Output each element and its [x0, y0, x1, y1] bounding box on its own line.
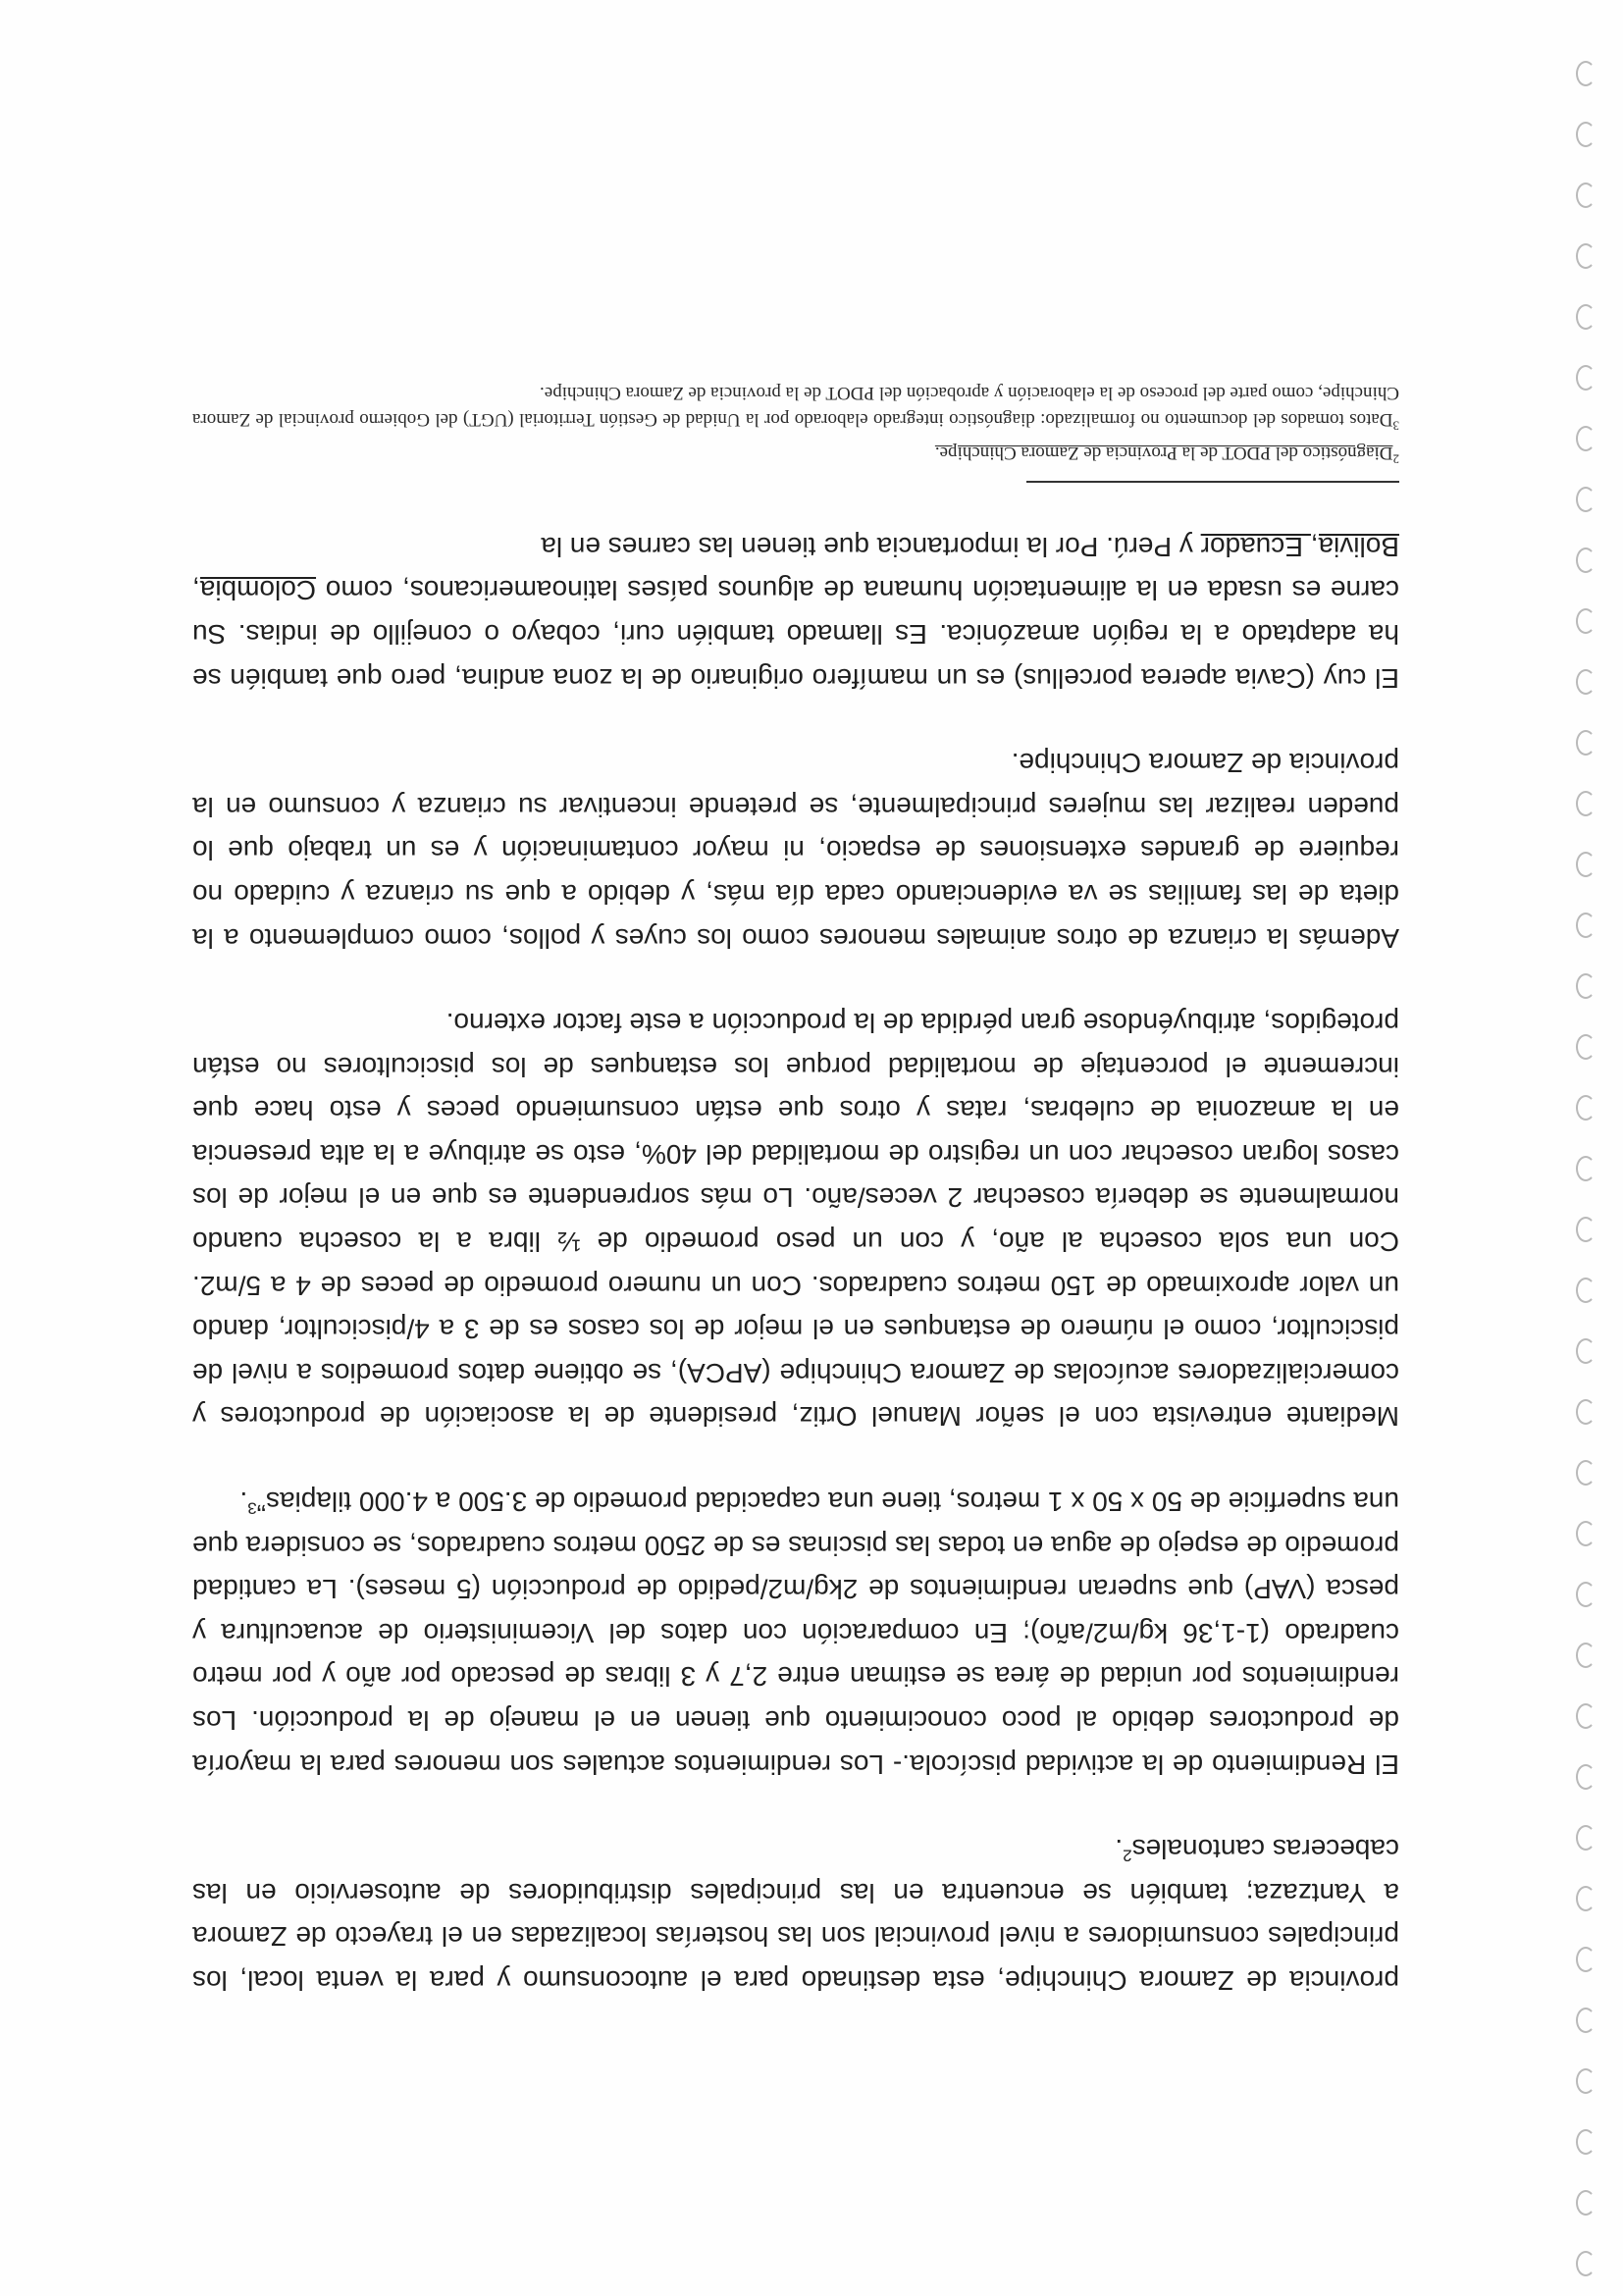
binder-hole — [1576, 669, 1596, 695]
footnote-ref: 3 — [247, 1498, 257, 1518]
binder-hole — [1576, 1886, 1596, 1911]
binder-hole — [1576, 1643, 1596, 1668]
binder-hole — [1576, 548, 1596, 573]
paragraph-tail: . — [239, 1487, 248, 1518]
binder-hole — [1576, 1338, 1596, 1364]
footnote-title: Diagnóstico del PDOT de la Provincia de Zamora Chinchipe. — [934, 443, 1393, 464]
binder-hole — [1576, 852, 1596, 877]
binder-hole — [1576, 1521, 1596, 1546]
binder-hole — [1576, 2129, 1596, 2155]
binder-hole-column — [1566, 20, 1596, 2276]
paragraph-entrevista — [192, 1001, 1399, 1438]
binder-hole — [1576, 1217, 1596, 1242]
binder-hole — [1576, 730, 1596, 756]
binder-hole — [1576, 1278, 1596, 1303]
paragraph-text: Mediante entrevista con el señor Manuel Ortiz, presidente de la asociación de productores y comercializadores acuícolas de Zamora Chinchipe (APCA), se obtiene datos promedios a nivel de piscicultor, como el número de estanques en el mejor de los casos es de 3 a 4/piscicultor, dando un valor aproximado de 150 metros cuadrados. Con un numero promedio de peces de 4 a 5/m2. Con una sola cosecha al año, y con un peso promedio de ½ libra a la cosecha cuando normalmente se debería cosechar 2 veces/año. Lo más sorprendente es que en el mejor de los casos logran cosechar con un registro de mortalidad del 40%, esto se atribuye a la alta presencia en la amazonia de culebras, ratas y otros que están consumiendo peces y esto hace que incremente el porcentaje de mortalidad porque los estanques de los piscicultores no están protegidos, atribuyéndose gran pérdida de la producción a este factor externo. — [192, 1008, 1399, 1433]
paragraph-text: El Rendimiento de la actividad piscícola.- Los rendimientos actuales son menores para la mayoría de productores debido al poco conocimiento que tienen en el manejo de la producción. Los rendimientos por unidad de área se estiman entre 2,7 y 3 libras de pescado por año y por metro cuadrado (1-1,36 kg/m2/año); En comparación con datos del Viceministerio de acuacultura y pesca (VAP) que superan rendimientos de 2kg/m2/pedido de producción (5 meses). La cantidad promedio de espejo de agua en todas las piscinas es de 2500 metros cuadrados, se considera que una superficie de 50 x 50 x 1 metros, tiene una capacidad promedio de 3.500 a 4.000 tilapias” — [192, 1487, 1399, 1780]
binder-hole — [1576, 1582, 1596, 1607]
binder-hole — [1576, 1947, 1596, 1972]
binder-hole — [1576, 2251, 1596, 2276]
paragraph-text: El cuy (Cavia aperea porcellus) es un mamífero originario de la zona andina, pero que también se ha adaptado a la región amazónica. Es llamado también curi, cobayo o conejillo de indias. Su carne es usada en la alimentación humana de algunos países latinoamericanos, como — [192, 575, 1399, 694]
footnote-mark: 2 — [1392, 451, 1399, 467]
page-content — [192, 372, 1399, 2002]
binder-hole — [1576, 2068, 1596, 2094]
paragraph-tail: . — [1115, 1834, 1124, 1865]
binder-hole — [1576, 243, 1596, 269]
paragraph-cuy — [192, 524, 1399, 699]
footnote-divider — [1026, 481, 1399, 483]
paragraph-rendimiento — [192, 1479, 1399, 1785]
binder-hole — [1576, 487, 1596, 512]
binder-hole — [1576, 1399, 1596, 1425]
binder-hole — [1576, 973, 1596, 999]
binder-hole — [1576, 1034, 1596, 1060]
binder-hole — [1576, 61, 1596, 86]
paragraph-text-continued: y Perú. Por la importancia que tienen las carnes en la — [541, 531, 1193, 562]
underlined-countries: Colombia, Bolivia, Ecuador — [191, 531, 1399, 606]
binder-hole — [1576, 1764, 1596, 1790]
paragraph-text: Además la crianza de otros animales menores como los cuyes y pollos, como complemento a la dieta de las familias se va evidenciando cada día más, y debido a que su crianza y cuidado no requiere de grandes extensiones de espacio, ni mayor contaminación y es un trabajo que lo pueden realizar las mujeres principalmente, se pretende incentivar su crianza y consumo en la provincia de Zamora Chinchipe. — [192, 748, 1399, 954]
binder-hole — [1576, 1460, 1596, 1486]
paragraph-distribution — [192, 1827, 1399, 2002]
binder-hole — [1576, 2008, 1596, 2033]
binder-hole — [1576, 304, 1596, 330]
footnote-text: Datos tomados del documento no formalizado: diagnóstico integrado elaborado por la Unidad de Gestión Territorial (UGT) del Gobierno provincial de Zamora Chinchipe, como parte del proceso de la elaboración y aprobación del PDOT de la provincia de Zamora Chinchipe. — [192, 383, 1399, 430]
binder-hole — [1576, 913, 1596, 938]
binder-hole — [1576, 791, 1596, 816]
binder-hole — [1576, 122, 1596, 147]
binder-hole — [1576, 1095, 1596, 1121]
footnote-mark: 3 — [1392, 418, 1399, 434]
footnote-2 — [192, 440, 1399, 466]
footnote-ref: 2 — [1123, 1846, 1132, 1865]
binder-hole — [1576, 608, 1596, 634]
binder-hole — [1576, 426, 1596, 451]
binder-hole — [1576, 1156, 1596, 1181]
paragraph-animales-menores — [192, 741, 1399, 960]
footnote-3 — [192, 380, 1399, 432]
paragraph-text: provincia de Zamora Chinchipe, esta destinado para el autoconsumo y para la venta local, los principales consumidores a nivel provincial son las hosterías localizadas en el trayecto de Zamora a Yantzaza; también se encuentra en las principales distribuidores de autoservicio en las cabeceras cantonales — [192, 1834, 1399, 1996]
binder-hole — [1576, 2190, 1596, 2216]
binder-hole — [1576, 365, 1596, 391]
binder-hole — [1576, 1825, 1596, 1851]
binder-hole — [1576, 1703, 1596, 1729]
binder-hole — [1576, 183, 1596, 208]
